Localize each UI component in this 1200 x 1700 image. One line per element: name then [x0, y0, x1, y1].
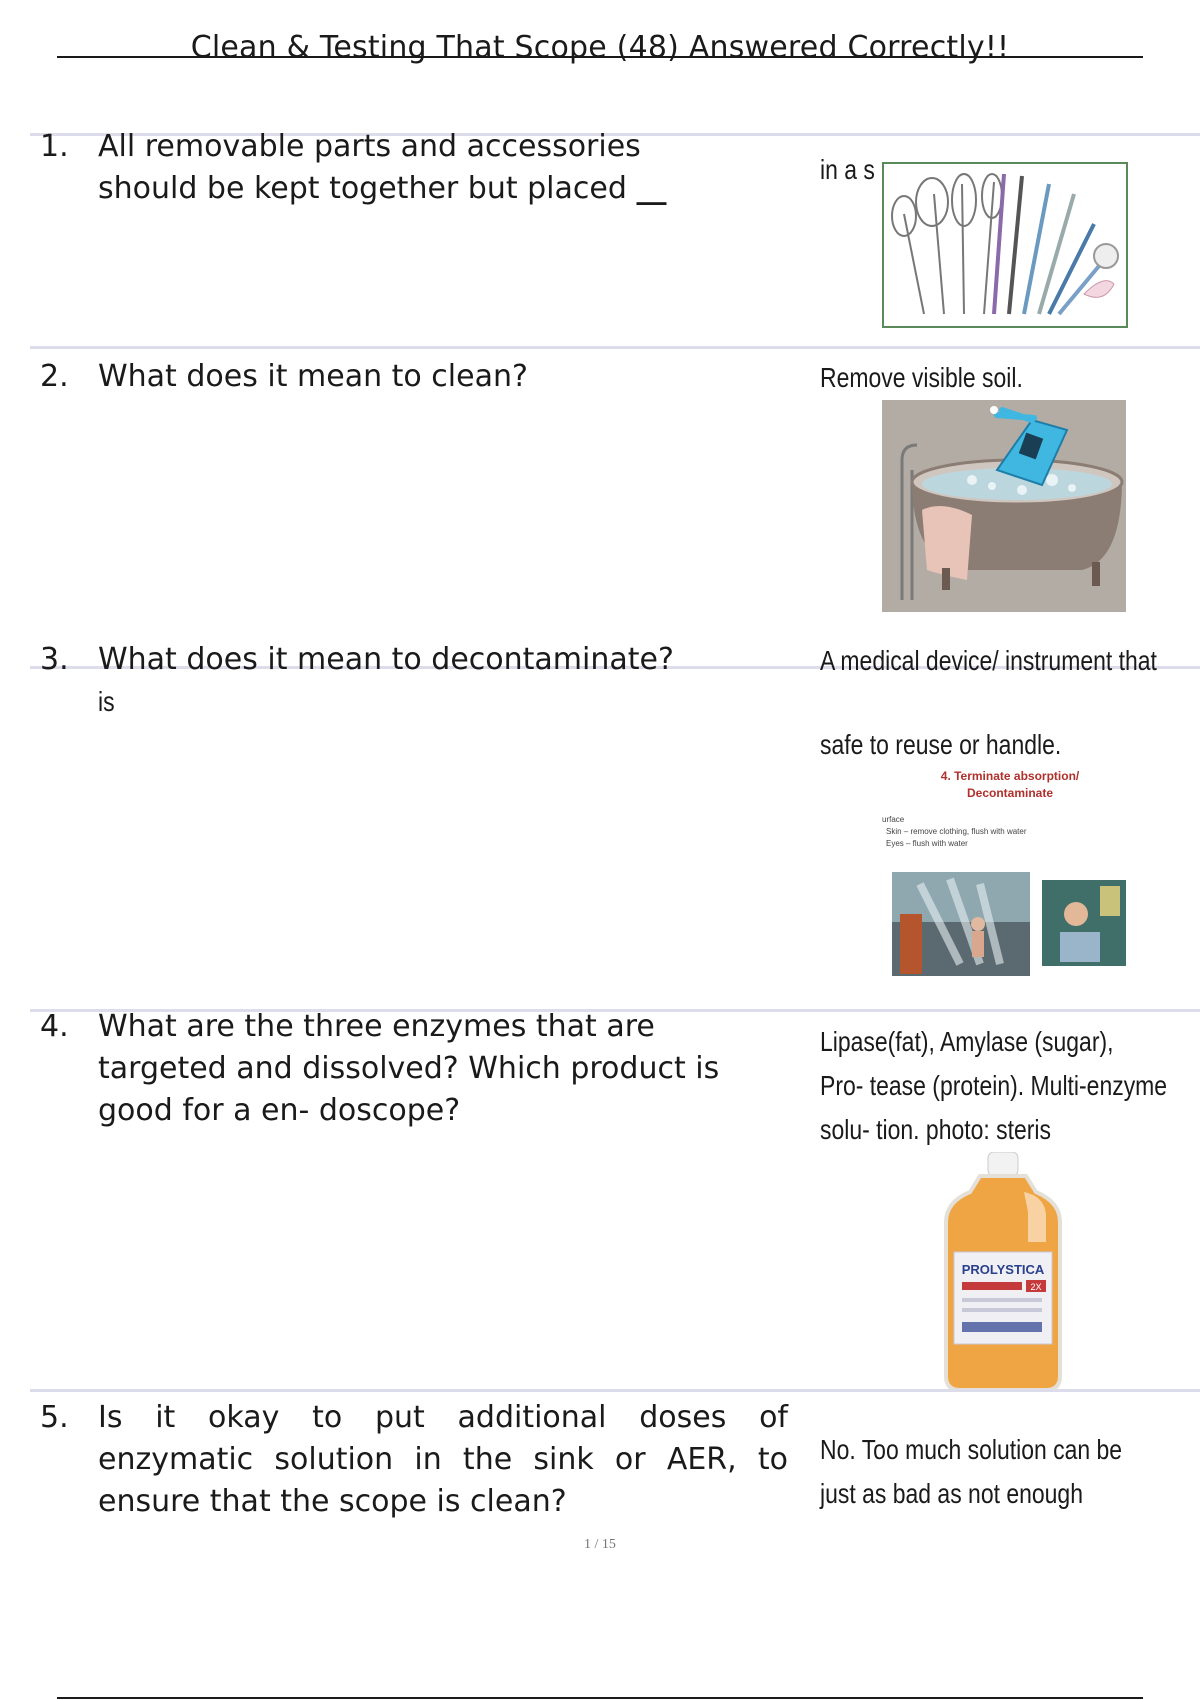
answer-text: [820, 1428, 1132, 1516]
poster-title-line1: 4. Terminate absorption/: [940, 769, 1080, 783]
question-number: 5.: [40, 1400, 69, 1435]
answer-text: in a s: [820, 154, 875, 185]
poster-title-line2: Decontaminate: [966, 786, 1054, 800]
bottle-label: PROLYSTICA: [961, 1262, 1045, 1277]
answer-text: Remove visible soil.: [820, 362, 1023, 393]
document-title: Clean & Testing That Scope (48) Answered Correctly!!: [190, 30, 1010, 65]
answer-continuation: is: [98, 686, 115, 717]
question-number: 1.: [40, 129, 69, 164]
decontamination-poster: [880, 764, 1130, 978]
answer-text: [820, 1020, 1168, 1152]
question-text: [98, 126, 788, 210]
poster-heading: urface: [882, 815, 905, 824]
answer-text: A medical device/ instrument that: [820, 645, 1157, 676]
question-number: 4.: [40, 1009, 69, 1044]
bottle-illustration: [940, 1152, 1066, 1392]
answer-line: No. Too much solution can be: [820, 1434, 1123, 1465]
answer-line: just as bad as not enough: [820, 1478, 1083, 1509]
poster-line: Eyes – flush with water: [886, 839, 968, 848]
accessories-image: [882, 162, 1128, 328]
question-text: What does it mean to decontaminate?: [98, 642, 674, 677]
question-line: What are the three enzymes that are: [98, 1009, 655, 1044]
question-number: 3.: [40, 642, 69, 677]
answer-text: safe to reuse or handle.: [820, 729, 1062, 760]
bathtub-illustration: [882, 400, 1126, 612]
prolystica-bottle-image: [940, 1152, 1066, 1392]
question-text: [98, 1006, 788, 1132]
page-number: 1 / 15: [584, 1537, 616, 1552]
question-line: ensure that the scope is clean?: [98, 1484, 567, 1519]
decontamination-poster-graphic: [880, 764, 1130, 978]
question-line: good for a en- doscope?: [98, 1093, 461, 1128]
bottle-sub-label: 2X: [1030, 1282, 1042, 1292]
question-line: All removable parts and accessories: [98, 129, 641, 164]
question-text: [98, 1397, 788, 1523]
answer-line: Lipase(fat), Amylase (sugar),: [820, 1026, 1114, 1057]
accessories-illustration: [884, 164, 1126, 326]
answer-line: solu- tion. photo: steris: [820, 1114, 1051, 1145]
question-line: enzymatic solution in the sink or AER, to: [98, 1442, 788, 1477]
answer-blank: __: [636, 171, 667, 206]
title-underline: [57, 56, 1143, 58]
question-line-text: should be kept together but placed: [98, 171, 627, 206]
question-line: [98, 168, 788, 210]
poster-line: Skin – remove clothing, flush with water: [886, 827, 1027, 836]
footer-rule: [57, 1697, 1143, 1699]
bathtub-image: [882, 400, 1126, 612]
question-line: Is it okay to put additional doses of: [98, 1400, 788, 1435]
separator: [30, 1389, 1200, 1392]
answer-line: Pro- tease (protein). Multi-enzyme: [820, 1070, 1168, 1101]
question-line: targeted and dissolved? Which product is: [98, 1051, 720, 1086]
question-number: 2.: [40, 359, 69, 394]
question-text: What does it mean to clean?: [98, 359, 528, 394]
separator: [30, 346, 1200, 349]
